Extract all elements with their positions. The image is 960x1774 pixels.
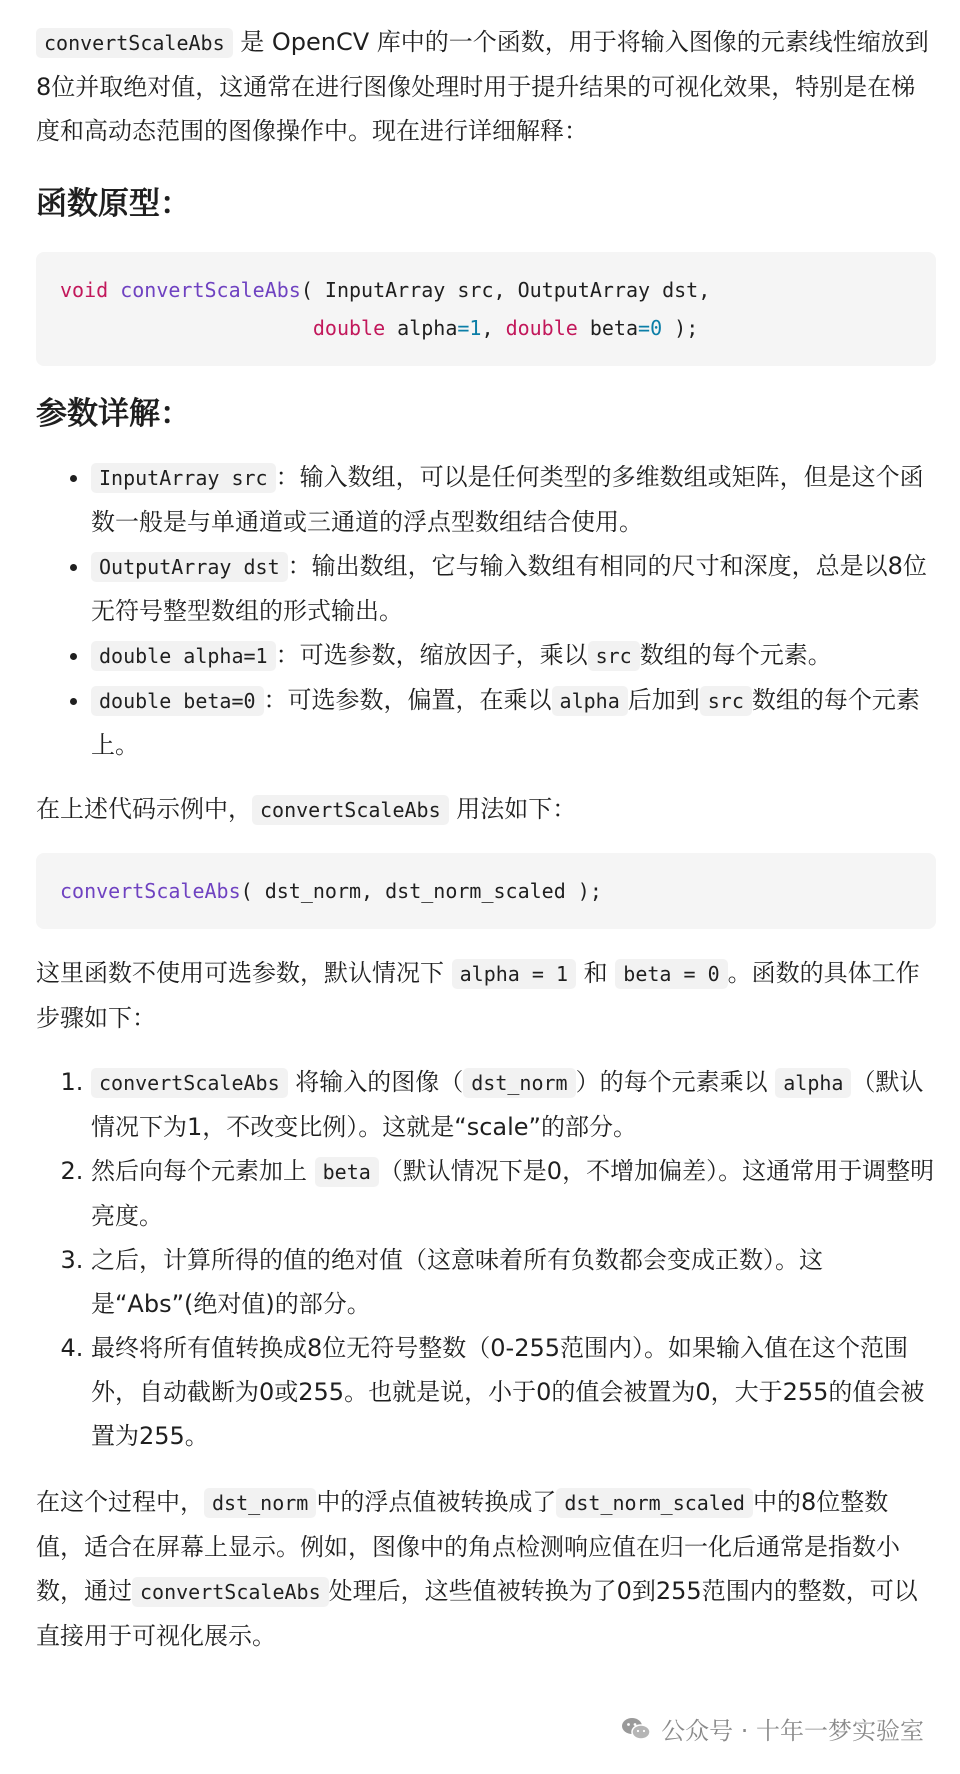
wechat-icon (621, 1716, 651, 1742)
list-item: • InputArray src ：输入数组，可以是任何类型的多维数组或矩阵，但是这个函数一般是与单通道或三通道的浮点型数组结合使用。 (91, 455, 936, 544)
usage-paragraph: 在上述代码示例中， convertScaleAbs 用法如下： (36, 795, 577, 823)
usage-code-block: convertScaleAbs( dst_norm, dst_norm_scaled ); (36, 853, 936, 929)
defaults-paragraph: 这里函数不使用可选参数，默认情况下 alpha = 1 和 beta = 0 。函数的具体工作步骤如下： (36, 959, 920, 1032)
list-item: 4. 最终将所有值转换成8位无符号整数（0-255范围内）。如果输入值在这个范围外，自动截断为0或255。也就是说，小于0的值会被置为0，大于255的值会被置为255。 (91, 1326, 936, 1458)
list-item: 2. 然后向每个元素加上 beta （默认情况下是0，不增加偏差）。这通常用于调整明亮度。 (91, 1149, 936, 1238)
list-item: • double beta=0 ：可选参数，偏置，在乘以 alpha 后加到 src 数组的每个元素上。 (91, 678, 936, 767)
conclusion-paragraph: 在这个过程中， dst_norm 中的浮点值被转换成了 dst_norm_scaled 中的8位整数值，适合在屏幕上显示。例如，图像中的角点检测响应值在归一化后通常是指数小数，通过 convertScaleAbs 处理后，这些值被转换为了0到255范围内的整数，可以直接用于可视化展示。 (36, 1488, 918, 1650)
heading-params: 参数详解： (36, 396, 191, 432)
steps-list (36, 1060, 936, 1458)
inline-code: convertScaleAbs (36, 28, 233, 58)
list-item: 1. convertScaleAbs 将输入的图像（ dst_norm ）的每个元素乘以 alpha （默认情况下为1，不改变比例）。这就是“scale”的部分。 (91, 1060, 936, 1149)
params-list (36, 455, 936, 767)
list-item: • OutputArray dst ：输出数组，它与输入数组有相同的尺寸和深度，总是以8位无符号整型数组的形式输出。 (91, 544, 936, 633)
watermark-text: 公众号 · 十年一梦实验室 (661, 1717, 924, 1745)
watermark (621, 1711, 924, 1746)
list-item: • double alpha=1 ：可选参数，缩放因子，乘以 src 数组的每个元素。 (91, 633, 936, 678)
prototype-code-block: void convertScaleAbs( InputArray src, OutputArray dst, double alpha=1, double beta=0 ); (36, 252, 936, 366)
article-content (36, 20, 936, 1658)
list-item: 3. 之后，计算所得的值的绝对值（这意味着所有负数都会变成正数）。这是“Abs”(绝对值)的部分。 (91, 1238, 936, 1326)
heading-prototype: 函数原型： (36, 186, 191, 222)
intro-paragraph: convertScaleAbs 是 OpenCV 库中的一个函数，用于将输入图像的元素线性缩放到8位并取绝对值，这通常在进行图像处理时用于提升结果的可视化效果，特别是在梯度和高动态范围的图像操作中。现在进行详细解释： (36, 28, 929, 145)
